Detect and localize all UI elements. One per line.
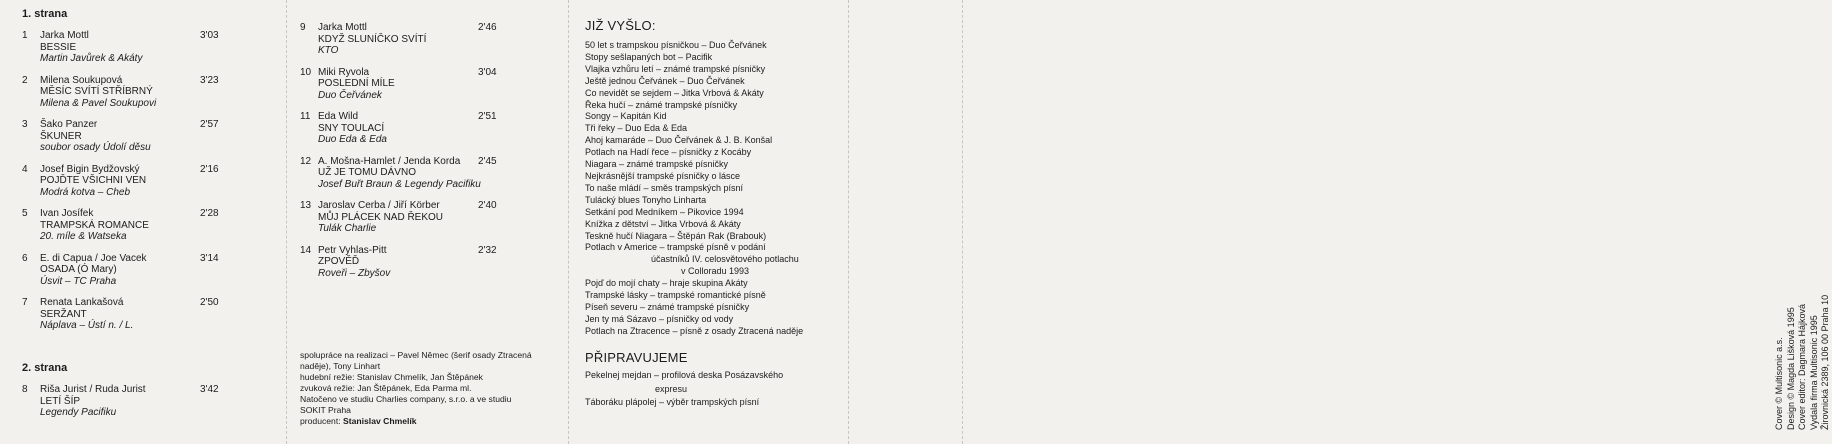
track-number: 11 — [300, 111, 311, 122]
track-duration: 2'57 — [200, 119, 219, 130]
track-title: SNY TOULACÍ — [318, 122, 385, 134]
track-authors: Miki Ryvola — [318, 66, 370, 78]
track-title: POJĎTE VŠICHNI VEN — [40, 175, 147, 186]
track-6 — [22, 253, 286, 288]
released-item: Potlach v Americe – trampské písně v podání — [585, 242, 766, 253]
track-title: POSLEDNÍ MÍLE — [318, 78, 395, 89]
spine-line: Cover © Multisonic a.s. — [1774, 337, 1784, 430]
track-number: 13 — [300, 200, 312, 211]
producer-label: producent: — [300, 416, 341, 426]
side-2-heading: 2. strana — [22, 362, 68, 374]
upcoming-item: Pekelnej mejdan – profilová deska Posázavského — [585, 369, 784, 380]
track-title: MŮJ PLÁCEK NAD ŘEKOU — [318, 211, 444, 223]
track-number: 12 — [300, 155, 312, 167]
track-2 — [22, 75, 286, 110]
track-4 — [22, 164, 286, 199]
track-title: MĚSÍC SVÍTÍ STŘÍBRNÝ — [40, 86, 153, 97]
track-number: 5 — [22, 208, 28, 219]
tracklist-panel-1 — [0, 0, 286, 444]
track-duration: 2'32 — [478, 244, 497, 256]
credit-line: naděje), Tony Linhart — [300, 361, 381, 371]
track-performer: Tulák Charlie — [318, 223, 377, 234]
track-performer: Legendy Pacifiku — [40, 407, 117, 418]
spine-line: Žirovnická 2389, 106 00 Praha 10 — [1820, 294, 1830, 430]
released-item: Píseň severu – známé trampské písničky — [585, 301, 750, 312]
released-item: Niagara – známé trampské písničky — [585, 159, 729, 170]
track-performer: 20. míle & Watseka — [40, 231, 127, 242]
track-performer: KTO — [318, 45, 339, 56]
released-heading: JIŽ VYŠLO: — [585, 18, 656, 33]
released-item: Setkání pod Medníkem – Pikovice 1994 — [585, 206, 744, 217]
upcoming-heading: PŘIPRAVUJEME — [585, 349, 688, 365]
released-item: Knížka z dětství – Jitka Vrbová & Akáty — [585, 218, 741, 229]
track-5 — [22, 208, 286, 243]
track-performer: Náplava – Ústí n. / L. — [40, 320, 134, 331]
released-item: Teskně hučí Niagara – Štěpán Rak (Brabouk) — [585, 230, 767, 241]
tracklist-panel-2 — [286, 0, 568, 444]
released-list — [585, 40, 848, 338]
credit-line: hudební režie: Stanislav Chmelík, Jan Štěpánek — [300, 372, 483, 382]
track-authors: Renata Lankašová — [40, 297, 124, 308]
upcoming-item: Táboráku plápolej – výběr trampských písní — [585, 397, 760, 408]
spine-line: Cover editor: Dagmara Hájková — [1797, 303, 1807, 430]
released-item: 50 let s trampskou písničkou – Duo Čeřvánek — [585, 40, 767, 50]
track-duration: 2'40 — [478, 200, 497, 211]
track-3 — [22, 119, 286, 154]
side-1-heading: 1. strana — [22, 8, 68, 20]
fold-line-4 — [962, 0, 963, 444]
track-performer: Roveři – Zbyšov — [318, 267, 391, 279]
track-11 — [300, 111, 528, 146]
track-duration: 2'51 — [478, 111, 497, 122]
released-item: Co nevidět se sejdem – Jitka Vrbová & Akáty — [585, 87, 764, 98]
track-duration: 3'23 — [200, 74, 219, 86]
credit-line: zvuková režie: Jan Štěpánek, Eda Parma ml. — [300, 383, 472, 393]
side-2-tracklist — [300, 22, 528, 279]
released-item: Ještě jednou Čeřvánek – Duo Čeřvánek — [585, 75, 745, 86]
track-number: 7 — [22, 297, 28, 308]
released-item: Potlach na Ztracence – písně z osady Ztracená naděje — [585, 325, 804, 336]
track-number: 10 — [300, 66, 312, 78]
producer-line — [300, 416, 562, 427]
track-10 — [300, 67, 528, 102]
released-item: v Colloradu 1993 — [681, 266, 750, 277]
released-item: Pojď do mojí chaty – hraje skupina Akáty — [585, 278, 748, 289]
track-authors: Eda Wild — [318, 111, 359, 122]
track-authors: A. Mošna-Hamlet / Jenda Korda — [318, 155, 461, 167]
spine-credits — [1774, 295, 1832, 430]
track-number: 4 — [22, 163, 28, 175]
track-title: TRAMPSKÁ ROMANCE — [40, 219, 149, 231]
spine-line: Vydala firma Multisonic 1995 — [1808, 315, 1819, 430]
track-duration: 2'28 — [200, 208, 219, 219]
track-duration: 2'45 — [478, 155, 497, 167]
track-number: 14 — [300, 244, 312, 256]
track-authors: Ivan Josífek — [40, 208, 94, 219]
released-item: Řeka hučí – známé trampské písničky — [585, 99, 738, 110]
track-number: 8 — [22, 384, 28, 395]
track-number: 3 — [22, 119, 28, 130]
track-number: 2 — [22, 74, 28, 86]
track-title: BESSIE — [40, 41, 77, 53]
track-title: OSADA (Ó Mary) — [40, 264, 117, 275]
track-9 — [300, 22, 528, 57]
track-authors: Jarka Mottl — [40, 30, 89, 41]
track-duration: 3'03 — [200, 30, 219, 41]
track-title: SERŽANT — [40, 308, 87, 320]
track-14 — [300, 245, 528, 280]
track-number: 1 — [22, 30, 28, 41]
upcoming-list — [585, 370, 848, 410]
track-duration: 2'50 — [200, 297, 219, 308]
credit-line: SOKIT Praha — [300, 405, 351, 415]
track-performer: Milena & Pavel Soukupovi — [40, 97, 157, 109]
side-1-tracklist — [22, 30, 286, 332]
released-item: To naše mládí – směs trampských písní — [585, 182, 744, 193]
track-title: ŠKUNER — [40, 130, 82, 142]
track-13 — [300, 200, 528, 235]
spine-line: Design © Magda Lišková 1995 — [1785, 307, 1796, 430]
track-8 — [22, 384, 262, 419]
released-item: Jen ty má Sázavo – písničky od vody — [585, 313, 734, 324]
track-12 — [300, 156, 528, 191]
credit-line: Natočeno ve studiu Charlies company, s.r.o. a ve studiu — [300, 394, 512, 404]
released-item: účastníků IV. celosvětového potlachu — [651, 254, 799, 265]
released-item: Tři řeky – Duo Eda & Eda — [585, 123, 688, 134]
track-duration: 2'16 — [200, 163, 219, 175]
track-duration: 3'04 — [478, 66, 497, 78]
upcoming-item: expresu — [655, 383, 688, 394]
track-duration: 2'46 — [478, 22, 497, 33]
track-performer: Modrá kotva – Cheb — [40, 186, 131, 198]
track-number: 9 — [300, 22, 306, 33]
track-performer: Martin Javůrek & Akáty — [40, 53, 143, 64]
track-performer: Duo Eda & Eda — [318, 134, 387, 145]
released-item: Songy – Kapitán Kid — [585, 111, 667, 122]
track-title: LETÍ ŠÍP — [40, 395, 81, 407]
credit-line: spolupráce na realizaci – Pavel Němec (šerif osady Ztracená — [300, 350, 532, 360]
credits-block — [300, 350, 562, 427]
released-item: Potlach na Hadí řece – písničky z Kocáby — [585, 147, 752, 158]
track-duration: 3'14 — [200, 252, 219, 264]
producer-name: Stanislav Chmelík — [343, 416, 417, 426]
track-title: UŽ JE TOMU DÁVNO — [318, 167, 416, 178]
track-authors: Milena Soukupová — [40, 74, 123, 86]
released-item: Ahoj kamaráde – Duo Čeřvánek & J. B. Konšal — [585, 135, 773, 146]
released-item: Vlajka vzhůru letí – známé trampské písničky — [585, 63, 766, 74]
track-performer: Josef Buřt Braun & Legendy Pacifiku — [318, 178, 481, 190]
side-2-tracklist-start — [22, 384, 262, 419]
track-7 — [22, 297, 286, 332]
track-performer: soubor osady Údolí děsu — [40, 142, 151, 153]
track-number: 6 — [22, 252, 28, 264]
track-performer: Úsvit – TC Praha — [40, 275, 117, 287]
track-title: ZPOVĚĎ — [318, 256, 360, 267]
released-item: Tulácký blues Tonyho Linharta — [585, 194, 707, 205]
track-authors: Jaroslav Cerba / Jiří Körber — [318, 200, 440, 211]
track-title: KDYŽ SLUNÍČKO SVÍTÍ — [318, 33, 427, 45]
track-performer: Duo Čeřvánek — [318, 89, 382, 101]
track-authors: Petr Vyhlas-Pitt — [318, 244, 387, 256]
released-item: Nejkrásnější trampské písničky o lásce — [585, 170, 741, 181]
spine-panel — [848, 0, 1830, 444]
released-item: Stopy sešlapaných bot – Pacifik — [585, 51, 713, 62]
released-item: Trampské lásky – trampské romantické písně — [585, 290, 766, 301]
track-authors: Riša Jurist / Ruda Jurist — [40, 384, 146, 395]
track-1 — [22, 30, 286, 65]
track-authors: Šako Panzer — [40, 119, 98, 130]
track-authors: E. di Capua / Joe Vacek — [40, 252, 147, 264]
track-duration: 3'42 — [200, 384, 219, 395]
track-authors: Jarka Mottl — [318, 22, 367, 33]
catalog-panel — [568, 0, 848, 444]
track-authors: Josef Bigin Bydžovský — [40, 163, 140, 175]
